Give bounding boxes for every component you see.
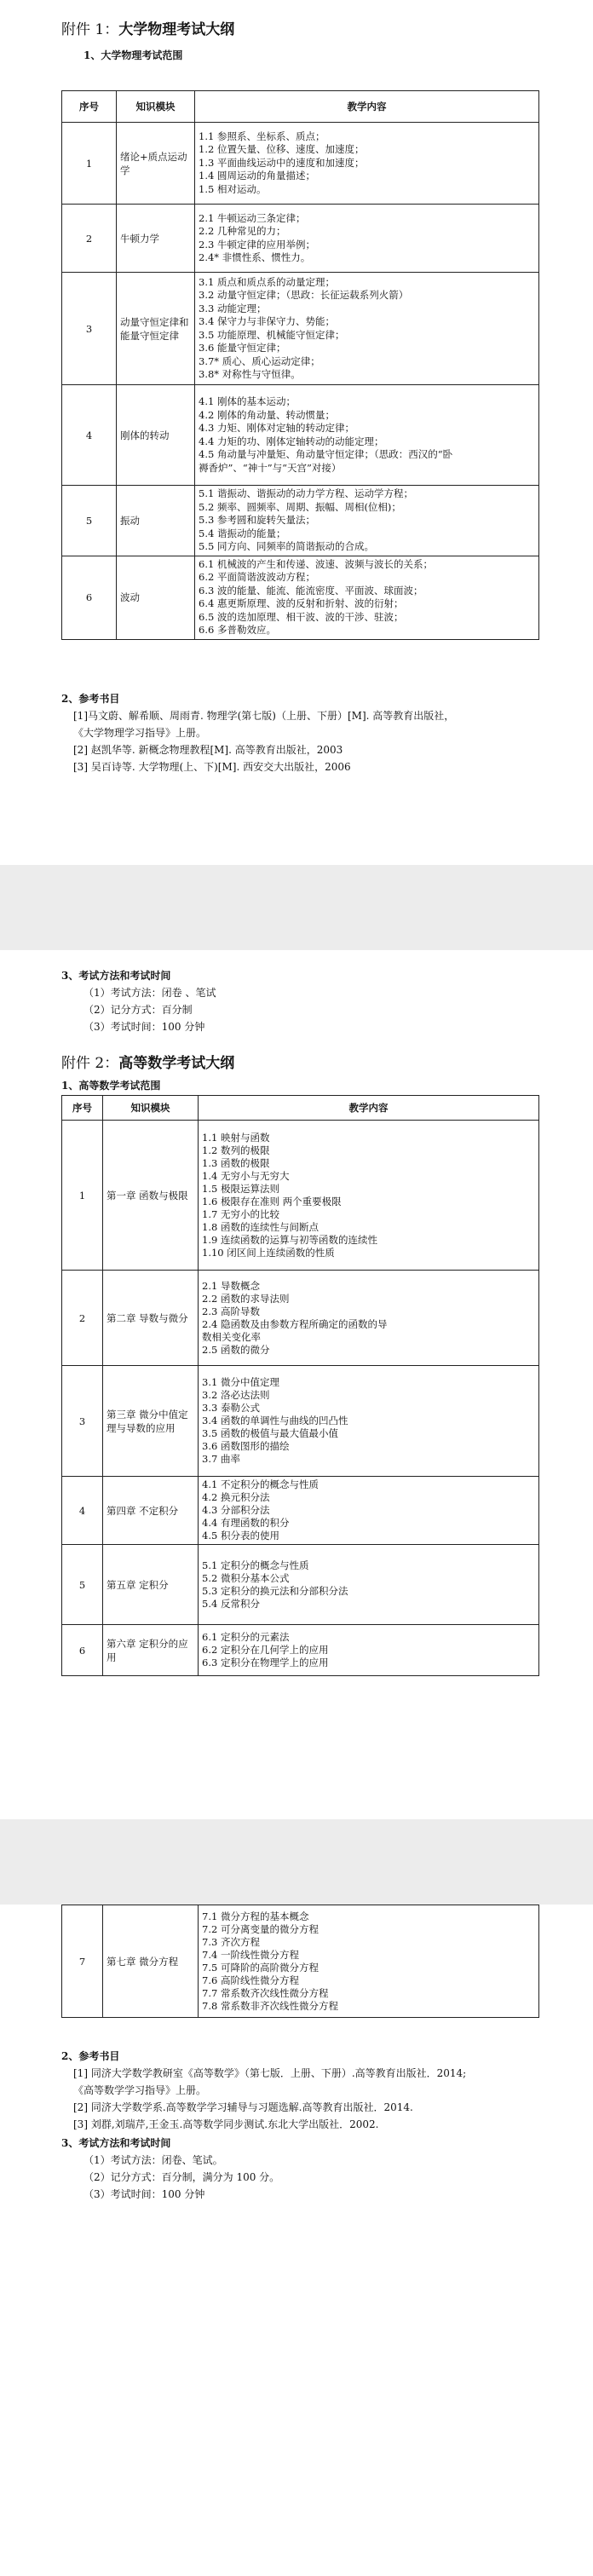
reference-item: [1] 同济大学数学教研室《高等数学》（第七版．上册、下册）.高等教育出版社．2014; bbox=[73, 2067, 467, 2079]
table-row bbox=[62, 1905, 539, 2018]
row-content bbox=[195, 556, 539, 639]
content-line: 7.1 微分方程的基本概念 bbox=[202, 1910, 309, 1922]
content-line: 5.3 定积分的换元法和分部积分法 bbox=[202, 1584, 348, 1597]
exam-item: （1）考试方法：闭卷 、笔试 bbox=[83, 987, 216, 999]
content-line: 5.2 频率、圆频率、周期、振幅、周相(位相)； bbox=[199, 500, 401, 513]
reference-item: [2] 赵凯华等. 新概念物理教程[M]. 高等教育出版社，2003 bbox=[73, 744, 343, 756]
content-line: 5.5 同方向、同频率的简谐振动的合成。 bbox=[199, 540, 374, 552]
table-row bbox=[62, 1121, 539, 1271]
reference-item: 《大学物理学习指导》上册。 bbox=[73, 727, 207, 739]
content-line: 7.3 齐次方程 bbox=[202, 1935, 260, 1948]
table-row bbox=[62, 273, 539, 385]
content-line: 3.7 曲率 bbox=[202, 1453, 240, 1465]
content-line: 2.4* 非惯性系、惯性力。 bbox=[199, 251, 311, 263]
page-2 bbox=[0, 950, 593, 1819]
header-no: 序号 bbox=[62, 91, 117, 123]
content-line: 5.2 微积分基本公式 bbox=[202, 1571, 290, 1584]
content-line: 2.5 函数的微分 bbox=[202, 1343, 270, 1356]
header-content: 教学内容 bbox=[199, 1096, 539, 1121]
row-content bbox=[199, 1271, 539, 1366]
row-module: 第二章 导数与微分 bbox=[103, 1271, 199, 1366]
row-content bbox=[199, 1545, 539, 1625]
table-row bbox=[62, 1545, 539, 1625]
content-line: 5.3 参考圆和旋转矢量法； bbox=[199, 514, 315, 526]
row-module: 动量守恒定律和能量守恒定律 bbox=[117, 273, 195, 385]
appendix-2-title: 附件 2：高等数学考试大纲 bbox=[61, 1055, 235, 1072]
content-line: 5.1 定积分的概念与性质 bbox=[202, 1559, 309, 1571]
page-3 bbox=[0, 1905, 593, 2576]
content-line: 4.5 积分表的使用 bbox=[202, 1530, 279, 1542]
appendix-1-title: 附件 1：大学物理考试大纲 bbox=[61, 21, 235, 38]
row-module: 第六章 定积分的应用 bbox=[103, 1625, 199, 1676]
row-number: 5 bbox=[62, 486, 117, 556]
exam-heading: 3、考试方法和考试时间 bbox=[61, 970, 171, 982]
row-module: 第七章 微分方程 bbox=[103, 1905, 199, 2018]
content-line: 褥香炉”、“神十”与“天宫”对接） bbox=[199, 461, 342, 474]
row-module: 绪论+质点运动学 bbox=[117, 123, 195, 205]
table-row bbox=[62, 556, 539, 639]
content-line: 6.6 多普勒效应。 bbox=[199, 624, 276, 636]
content-line: 1.9 连续函数的运算与初等函数的连续性 bbox=[202, 1233, 377, 1246]
row-module: 第一章 函数与极限 bbox=[103, 1121, 199, 1271]
content-line: 7.4 一阶线性微分方程 bbox=[202, 1948, 299, 1961]
content-line: 5.4 谐振动的能量； bbox=[199, 527, 286, 539]
row-content bbox=[199, 1905, 539, 2018]
content-line: 6.3 定积分在物理学上的应用 bbox=[202, 1657, 329, 1668]
row-module: 第三章 微分中值定理与导数的应用 bbox=[103, 1366, 199, 1477]
exam-item: （3）考试时间：100 分钟 bbox=[83, 2188, 205, 2200]
page-gap bbox=[0, 1819, 593, 1905]
content-line: 4.2 换元积分法 bbox=[202, 1491, 270, 1503]
content-line: 4.4 力矩的功、刚体定轴转动的动能定理； bbox=[199, 435, 384, 447]
math-syllabus-table bbox=[61, 1095, 539, 1676]
exam-item: （3）考试时间：100 分钟 bbox=[83, 1021, 205, 1033]
content-line: 7.8 常系数非齐次线性微分方程 bbox=[202, 1999, 338, 2012]
content-line: 4.5 角动量与冲量矩、角动量守恒定律；（思政：西汉的“卧 bbox=[199, 448, 453, 460]
content-line: 1.8 函数的连续性与间断点 bbox=[202, 1220, 319, 1233]
row-number: 4 bbox=[62, 1477, 103, 1545]
content-line: 1.5 相对运动。 bbox=[199, 182, 267, 195]
content-line: 3.8* 对称性与守恒律。 bbox=[199, 368, 301, 380]
content-line: 4.1 刚体的基本运动； bbox=[199, 395, 296, 407]
page-gap bbox=[0, 865, 593, 950]
content-line: 4.2 刚体的角动量、转动惯量； bbox=[199, 408, 335, 421]
row-number: 6 bbox=[62, 556, 117, 639]
references-heading: 2、参考书目 bbox=[61, 2050, 120, 2062]
content-line: 3.3 动能定理； bbox=[199, 302, 267, 314]
exam-item: （1）考试方法：闭卷、笔试。 bbox=[83, 2154, 223, 2166]
row-content bbox=[199, 1366, 539, 1477]
table-row bbox=[62, 1625, 539, 1676]
row-content bbox=[195, 273, 539, 385]
content-line: 数相关变化率 bbox=[202, 1330, 261, 1343]
reference-item: [1]马文蔚、解希顺、周雨青. 物理学(第七版)（上册、下册）[M]. 高等教育出版社， bbox=[73, 710, 455, 722]
content-line: 7.6 高阶线性微分方程 bbox=[202, 1974, 299, 1986]
table-row bbox=[62, 486, 539, 556]
row-number: 2 bbox=[62, 1271, 103, 1366]
content-line: 6.2 定积分在几何学上的应用 bbox=[202, 1644, 329, 1656]
content-line: 3.6 函数图形的描绘 bbox=[202, 1440, 290, 1452]
section-math-scope: 1、高等数学考试范围 bbox=[61, 1080, 161, 1092]
content-line: 6.5 波的迭加原理、相干波、波的干涉、驻波； bbox=[199, 610, 404, 623]
content-line: 3.5 功能原理、机械能守恒定律； bbox=[199, 328, 345, 341]
content-line: 3.2 洛必达法则 bbox=[202, 1389, 270, 1401]
content-line: 3.5 函数的极值与最大值最小值 bbox=[202, 1427, 338, 1439]
physics-syllabus-table bbox=[61, 90, 539, 640]
content-line: 1.2 数列的极限 bbox=[202, 1144, 270, 1156]
content-line: 3.6 能量守恒定律； bbox=[199, 342, 286, 354]
row-content bbox=[199, 1625, 539, 1676]
row-content bbox=[195, 205, 539, 273]
table-row bbox=[62, 385, 539, 486]
content-line: 6.2 平面简谐波波动方程； bbox=[199, 571, 315, 583]
row-module: 振动 bbox=[117, 486, 195, 556]
physics-references bbox=[61, 690, 538, 775]
content-line: 1.4 圆周运动的角量描述； bbox=[199, 170, 315, 182]
header-module: 知识模块 bbox=[103, 1096, 199, 1121]
exam-item: （2）记分方式：百分制 bbox=[83, 1004, 193, 1016]
content-line: 2.3 牛顿定律的应用举例； bbox=[199, 238, 315, 251]
table-row bbox=[62, 205, 539, 273]
row-number: 5 bbox=[62, 1545, 103, 1625]
row-number: 2 bbox=[62, 205, 117, 273]
reference-item: [3] 刘群,刘瑞芹,王金玉.高等数学同步测试.东北大学出版社．2002. bbox=[73, 2118, 379, 2130]
content-line: 6.4 惠更斯原理、波的反射和折射、波的衍射； bbox=[199, 597, 404, 609]
header-module: 知识模块 bbox=[117, 91, 195, 123]
table-row bbox=[62, 1366, 539, 1477]
content-line: 6.1 定积分的元素法 bbox=[202, 1631, 290, 1643]
reference-item: 《高等数学学习指导》上册。 bbox=[73, 2084, 207, 2096]
row-number: 3 bbox=[62, 273, 117, 385]
content-line: 5.4 反常积分 bbox=[202, 1597, 260, 1610]
content-line: 2.1 导数概念 bbox=[202, 1279, 260, 1292]
content-line: 2.2 几种常见的力； bbox=[199, 225, 286, 237]
row-content bbox=[199, 1477, 539, 1545]
content-line: 4.3 力矩、刚体对定轴的转动定律； bbox=[199, 422, 354, 434]
content-line: 2.3 高阶导数 bbox=[202, 1305, 260, 1317]
content-line: 3.4 保守力与非保守力、势能； bbox=[199, 315, 335, 327]
content-line: 7.5 可降阶的高阶微分方程 bbox=[202, 1961, 319, 1974]
content-line: 3.4 函数的单调性与曲线的凹凸性 bbox=[202, 1415, 348, 1426]
math-syllabus-table-continued bbox=[61, 1905, 539, 2018]
reference-item: [3] 吴百诗等. 大学物理(上、下)[M]. 西安交大出版社，2006 bbox=[73, 761, 351, 773]
content-line: 1.7 无穷小的比较 bbox=[202, 1207, 279, 1220]
table-row bbox=[62, 123, 539, 205]
content-line: 3.1 质点和质点系的动量定理； bbox=[199, 275, 335, 288]
row-content bbox=[195, 123, 539, 205]
content-line: 1.2 位置矢量、位移、速度、加速度； bbox=[199, 143, 365, 156]
table-row bbox=[62, 1477, 539, 1545]
section-physics-scope: 1、大学物理考试范围 bbox=[83, 49, 183, 61]
content-line: 5.1 谐振动、谐振动的动力学方程、运动学方程； bbox=[199, 487, 413, 499]
content-line: 6.3 波的能量、能流、能流密度、平面波、球面波； bbox=[199, 584, 423, 596]
content-line: 3.3 泰勒公式 bbox=[202, 1402, 260, 1414]
content-line: 1.5 极限运算法则 bbox=[202, 1182, 279, 1195]
row-module: 第四章 不定积分 bbox=[103, 1477, 199, 1545]
content-line: 2.2 函数的求导法则 bbox=[202, 1292, 290, 1305]
references-heading: 2、参考书目 bbox=[61, 693, 120, 705]
content-line: 1.4 无穷小与无穷大 bbox=[202, 1169, 290, 1182]
content-line: 3.2 动量守恒定律；（思政：长征运载系列火箭） bbox=[199, 289, 409, 301]
row-module: 波动 bbox=[117, 556, 195, 639]
header-content: 教学内容 bbox=[195, 91, 539, 123]
content-line: 7.2 可分离变量的微分方程 bbox=[202, 1922, 319, 1935]
row-number: 1 bbox=[62, 1121, 103, 1271]
content-line: 4.3 分部积分法 bbox=[202, 1504, 270, 1516]
content-line: 1.3 函数的极限 bbox=[202, 1156, 270, 1169]
row-number: 7 bbox=[62, 1905, 103, 2018]
row-number: 3 bbox=[62, 1366, 103, 1477]
row-content bbox=[195, 385, 539, 486]
exam-heading: 3、考试方法和考试时间 bbox=[61, 2137, 171, 2149]
content-line: 1.6 极限存在准则 两个重要极限 bbox=[202, 1195, 342, 1207]
content-line: 3.1 微分中值定理 bbox=[202, 1376, 279, 1388]
row-module: 刚体的转动 bbox=[117, 385, 195, 486]
row-module: 牛顿力学 bbox=[117, 205, 195, 273]
table-row bbox=[62, 1271, 539, 1366]
exam-item: （2）记分方式：百分制，满分为 100 分。 bbox=[83, 2171, 280, 2183]
content-line: 2.1 牛顿运动三条定律； bbox=[199, 211, 306, 224]
row-content bbox=[199, 1121, 539, 1271]
row-number: 6 bbox=[62, 1625, 103, 1676]
page-1 bbox=[0, 0, 593, 865]
physics-exam-method bbox=[61, 967, 538, 1035]
content-line: 3.7* 质心、质心运动定律； bbox=[199, 354, 320, 367]
math-exam-method bbox=[61, 2135, 538, 2203]
content-line: 6.1 机械波的产生和传递、波速、波频与波长的关系； bbox=[199, 557, 433, 570]
row-number: 4 bbox=[62, 385, 117, 486]
row-content bbox=[195, 486, 539, 556]
content-line: 1.1 参照系、坐标系、质点； bbox=[199, 130, 325, 142]
content-line: 4.1 不定积分的概念与性质 bbox=[202, 1478, 319, 1490]
content-line: 2.4 隐函数及由参数方程所确定的函数的导 bbox=[202, 1317, 388, 1330]
content-line: 4.4 有理函数的积分 bbox=[202, 1517, 290, 1529]
row-module: 第五章 定积分 bbox=[103, 1545, 199, 1625]
content-line: 1.10 闭区间上连续函数的性质 bbox=[202, 1246, 335, 1259]
content-line: 7.7 常系数齐次线性微分方程 bbox=[202, 1986, 329, 1999]
row-number: 1 bbox=[62, 123, 117, 205]
content-line: 1.1 映射与函数 bbox=[202, 1131, 270, 1144]
math-references bbox=[61, 2048, 538, 2133]
header-no: 序号 bbox=[62, 1096, 103, 1121]
reference-item: [2] 同济大学数学系.高等数学学习辅导与习题选解.高等教育出版社．2014. bbox=[73, 2101, 413, 2113]
content-line: 1.3 平面曲线运动中的速度和加速度； bbox=[199, 156, 365, 169]
